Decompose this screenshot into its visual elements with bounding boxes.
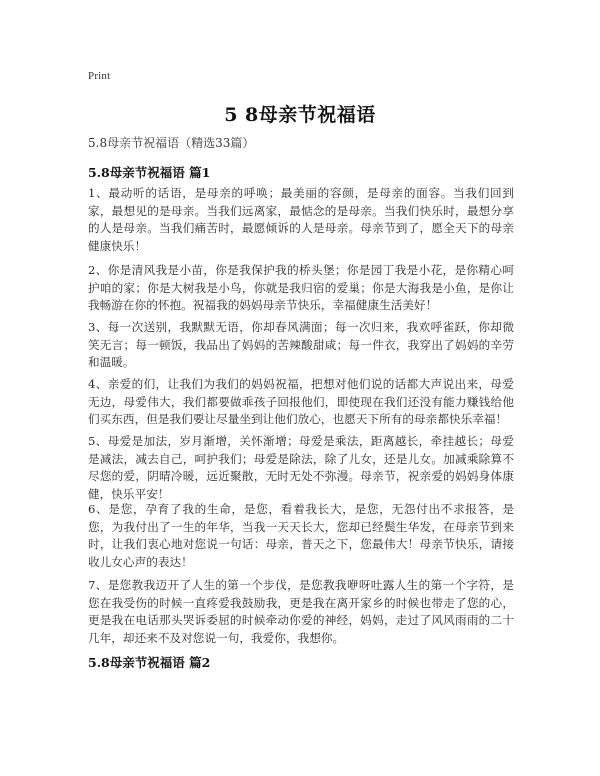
section-heading-2: 5.8母亲节祝福语 篇2: [88, 655, 211, 670]
section-heading-1: 5.8母亲节祝福语 篇1: [88, 165, 211, 180]
paragraph-2: 2、你是清风我是小苗，你是我保护我的桥头堡；你是园丁我是小花，是你精心呵护咱的家；你是大树我是小鸟，你就是我归宿的爱巢；你是大海我是小鱼，是你让我畅游在你的怀抱。祝福我的妈妈母亲节快乐，幸福健康生活美好！: [88, 263, 514, 313]
print-label[interactable]: Print: [88, 70, 111, 82]
paragraph-5: 5、母爱是加法，岁月渐增，关怀渐增；母爱是乘法，距离越长，牵挂越长；母爱是减法，减去自己，呵护我们；母爱是除法，除了儿女，还是儿女。加减乘除算不尽您的爱，阴晴冷暖，远近聚散，无时无处不弥漫。母亲节，祝亲爱的妈妈身体康健，快乐平安！: [88, 434, 514, 501]
paragraph-4: 4、亲爱的们，让我们为我们的妈妈祝福，把想对他们说的话都大声说出来，母爱无边，母爱伟大，我们都要做乖孩子回报他们，即使现在我们还没有能力赚钱给他们买东西，但是我们要让尽量坐到让他们放心，也愿天下所有的母亲都快乐幸福！: [88, 377, 514, 427]
document-title: 5 8母亲节祝福语: [224, 104, 376, 126]
document-subtitle: 5.8母亲节祝福语（精选33篇）: [88, 136, 255, 150]
paragraph-1: 1、最动听的话语，是母亲的呼唤；最美丽的容颜，是母亲的面容。当我们回到家，最想见的是母亲。当我们远离家，最惦念的是母亲。当我们快乐时，最想分享的人是母亲。当我们痛苦时，最愿倾诉的人是母亲。母亲节到了，愿全天下的母亲健康快乐！: [88, 186, 514, 253]
paragraph-6: 6、是您，孕育了我的生命，是您，看着我长大，是您，无怨付出不求报答，是您，为我付出了一生的年华，当我一天天长大，您却已经鬓生华发，在母亲节到来时，让我们衷心地对您说一句话：母亲，普天之下，您最伟大！母亲节快乐，请接收儿女心声的表达！: [88, 502, 514, 569]
paragraph-7: 7、是您教我迈开了人生的第一个步伐，是您教我咿呀吐露人生的第一个字符，是您在我受伤的时候一直疼爱我鼓励我，更是我在离开家乡的时候也带走了您的心，更是我在电话那头哭诉委屈的时候牵动你爱的神经，妈妈，走过了风风雨雨的二十几年，却还来不及对您说一句，我爱你，我想你。: [88, 578, 514, 645]
paragraph-3: 3、每一次送别，我默默无语，你却春风满面；每一次归来，我欢呼雀跃，你却微笑无言；每一顿饭，我品出了妈妈的苦辣酸甜咸；每一件衣，我穿出了妈妈的辛劳和温暖。: [88, 320, 514, 370]
